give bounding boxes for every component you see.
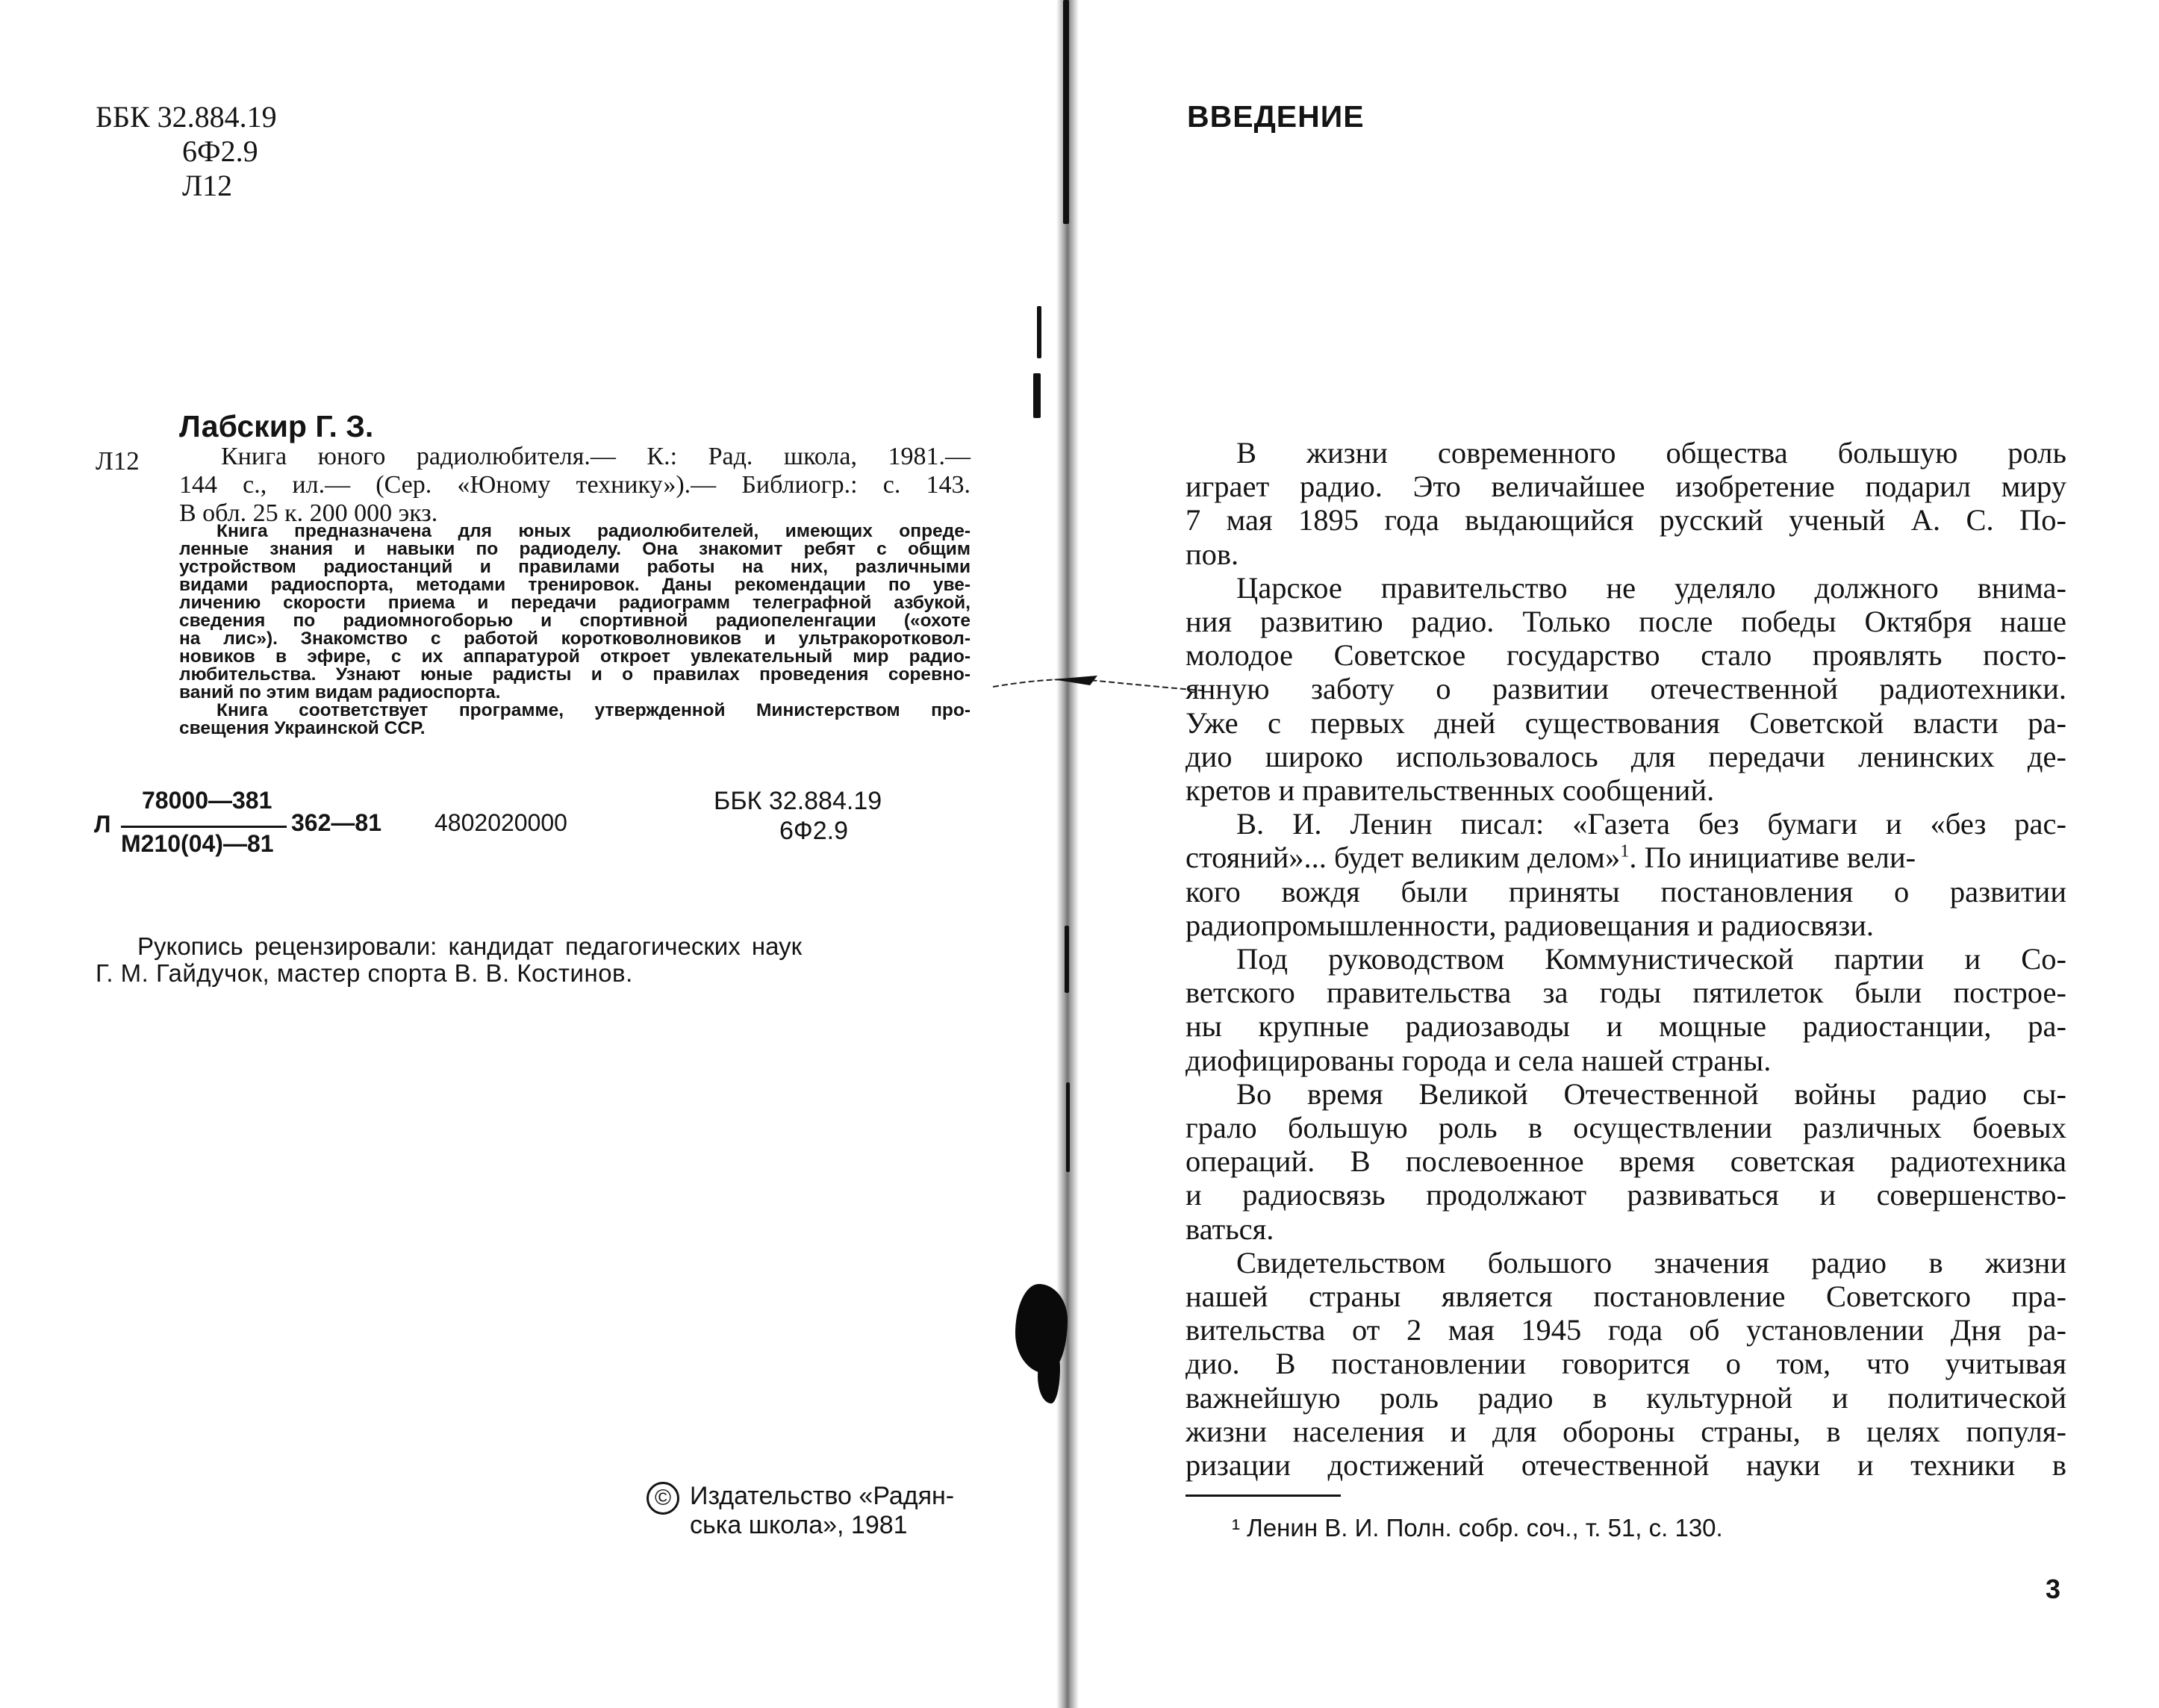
text-line: диофицированы города и села нашей страны. xyxy=(1186,1043,1772,1077)
code-denominator: М210(04)—81 xyxy=(121,830,274,857)
annotation-line: сведения по радиомногоборью и спортивной радиопеленгации («охоте xyxy=(179,611,971,631)
text-line: важнейшую роль радио в культурной и политической xyxy=(1186,1380,2066,1415)
text-line: играет радио. Это величайшее изобретение подарил миру xyxy=(1186,470,2066,504)
reviewers-line: Рукопись рецензировали: кандидат педагогических наук xyxy=(137,932,803,960)
annotation-line: любительства. Узнают юные радисты и о правилах проведения соревно- xyxy=(179,664,971,685)
annotation-line: ленные знания и навыки по радиоделу. Она знакомит ребят с общим xyxy=(179,539,971,559)
annotation xyxy=(179,523,971,738)
text-line: В. И. Ленин писал: «Газета без бумаги и «без рас- xyxy=(1236,807,2066,841)
text-line: и радиосвязь продолжают развиваться и совершенство- xyxy=(1186,1178,2066,1212)
bibliographic-line: В обл. 25 к. 200 000 экз. xyxy=(179,499,438,527)
annotation-line: свещения Украинской ССР. xyxy=(179,718,426,738)
scan-artifact xyxy=(1065,926,1069,993)
annotation-line: видами радиоспорта, методами тренировок. Даны рекомендации по уве- xyxy=(179,575,971,595)
text-line: вительства от 2 мая 1945 года об установлении Дня ра- xyxy=(1186,1313,2066,1347)
text-line: грало большую роль в осуществлении различных боевых xyxy=(1186,1111,2066,1145)
text-line: жизни населения и для обороны страны, в целях популя- xyxy=(1186,1414,2066,1448)
reviewers-line: Г. М. Гайдучок, мастер спорта В. В. Костинов. xyxy=(96,959,633,987)
code-number: 4802020000 xyxy=(434,809,567,836)
text-line: В жизни современного общества большую роль xyxy=(1236,436,2066,470)
text-line: пов. xyxy=(1186,537,1239,571)
fraction-line xyxy=(121,826,287,828)
annotation-line: на лис»). Знакомство с работой коротковолновиков и ультракоротковол- xyxy=(179,629,971,649)
text-line: кретов и правительственных сообщений. xyxy=(1186,773,1715,808)
text-line xyxy=(1186,841,2066,874)
text-line: 7 мая 1895 года выдающийся русский ученый А. С. По- xyxy=(1186,503,2066,537)
text-fragment: . По инициативе вели- xyxy=(1629,841,1916,875)
ink-blot xyxy=(1038,1344,1060,1403)
author-mark: Л12 xyxy=(182,169,233,202)
code-suffix: 362—81 xyxy=(291,809,381,836)
page-number: 3 xyxy=(2046,1574,2061,1604)
chapter-heading: ВВЕДЕНИЕ xyxy=(1187,99,1365,134)
bbk-code: ББК 32.884.19 xyxy=(96,100,277,134)
text-line: ния развитию радио. Только после победы Октября наше xyxy=(1186,605,2066,639)
text-line: радиопромышленности, радиовещания и радиосвязи. xyxy=(1186,908,1875,942)
text-line: Уже с первых дней существования Советской власти ра- xyxy=(1186,705,2066,740)
code-prefix: Л xyxy=(94,811,111,838)
author-name: Лабскир Г. З. xyxy=(179,409,374,443)
text-line: Под руководством Коммунистической партии и Со- xyxy=(1236,942,2066,976)
code-bbk: ББК 32.884.19 xyxy=(714,787,882,815)
footnote: ¹ Ленин В. И. Полн. собр. соч., т. 51, с. 130. xyxy=(1232,1514,1723,1542)
text-fragment: стояний»... будет великим делом» xyxy=(1186,841,1621,875)
footnote-ref: 1 xyxy=(1620,841,1630,861)
scan-artifact xyxy=(1033,373,1041,418)
text-line: ны крупные радиозаводы и мощные радиостанции, ра- xyxy=(1186,1009,2066,1044)
text-line: молодое Советское государство стало проявлять посто- xyxy=(1186,638,2066,673)
text-line: янную заботу о развитии отечественной радиотехники. xyxy=(1186,672,2066,706)
text-line: ветского правительства за годы пятилеток были построе- xyxy=(1186,976,2066,1010)
index-label: Л12 xyxy=(96,446,140,476)
text-line: кого вождя были приняты постановления о развитии xyxy=(1186,874,2066,908)
bibliographic-line: Книга юного радиолюбителя.— К.: Рад. школа, 1981.— xyxy=(221,443,971,470)
text-line: Царское правительство не уделяло должного внима- xyxy=(1236,570,2066,605)
annotation-line: устройством радиостанций и правилами работы на них, различными xyxy=(179,557,971,577)
annotation-line: Книга предназначена для юных радиолюбителей, имеющих опреде- xyxy=(216,521,971,541)
annotation-line: Книга соответствует программе, утвержденной Министерством про- xyxy=(216,700,971,720)
text-line: Во время Великой Отечественной войны радио сы- xyxy=(1236,1076,2066,1111)
body-text xyxy=(1186,436,2066,1482)
text-line: Свидетельством большого значения радио в жизни xyxy=(1236,1245,2066,1280)
text-line: операций. В послевоенное время советская радиотехника xyxy=(1186,1144,2066,1179)
bibliographic-line: 144 с., ил.— (Сер. «Юному технику»).— Библиогр.: с. 143. xyxy=(179,471,971,499)
annotation-line: личению скорости приема и передачи радиограмм телеграфной азбукой, xyxy=(179,593,971,613)
copyright-icon: © xyxy=(647,1482,679,1515)
bbk-code-secondary: 6Ф2.9 xyxy=(182,134,258,168)
text-line: дио широко использовалось для передачи ленинских де- xyxy=(1186,739,2066,773)
scan-artifact xyxy=(1066,1082,1070,1172)
publisher-line: Издательство «Радян- xyxy=(690,1482,955,1510)
scan-artifact xyxy=(1037,306,1041,358)
code-numerator: 78000—381 xyxy=(142,787,272,814)
paper-crease xyxy=(993,664,1202,702)
footnote-rule xyxy=(1186,1494,1341,1497)
text-line: дио. В постановлении говорится о том, что учитывая xyxy=(1186,1347,2066,1381)
code-bbk-secondary: 6Ф2.9 xyxy=(779,817,849,845)
text-line: ризации достижений отечественной науки и техники в xyxy=(1186,1448,2066,1483)
annotation-line: новиков в эфире, с их аппаратурой откроет увлекательный мир радио- xyxy=(179,646,971,667)
spine-shadow xyxy=(1063,0,1069,224)
publisher-line: ська школа», 1981 xyxy=(690,1511,908,1539)
annotation-line: ваний по этим видам радиоспорта. xyxy=(179,682,501,702)
text-line: нашей страны является постановление Советского пра- xyxy=(1186,1280,2066,1314)
text-line: ваться. xyxy=(1186,1212,1274,1246)
book-spine xyxy=(1056,0,1079,1708)
